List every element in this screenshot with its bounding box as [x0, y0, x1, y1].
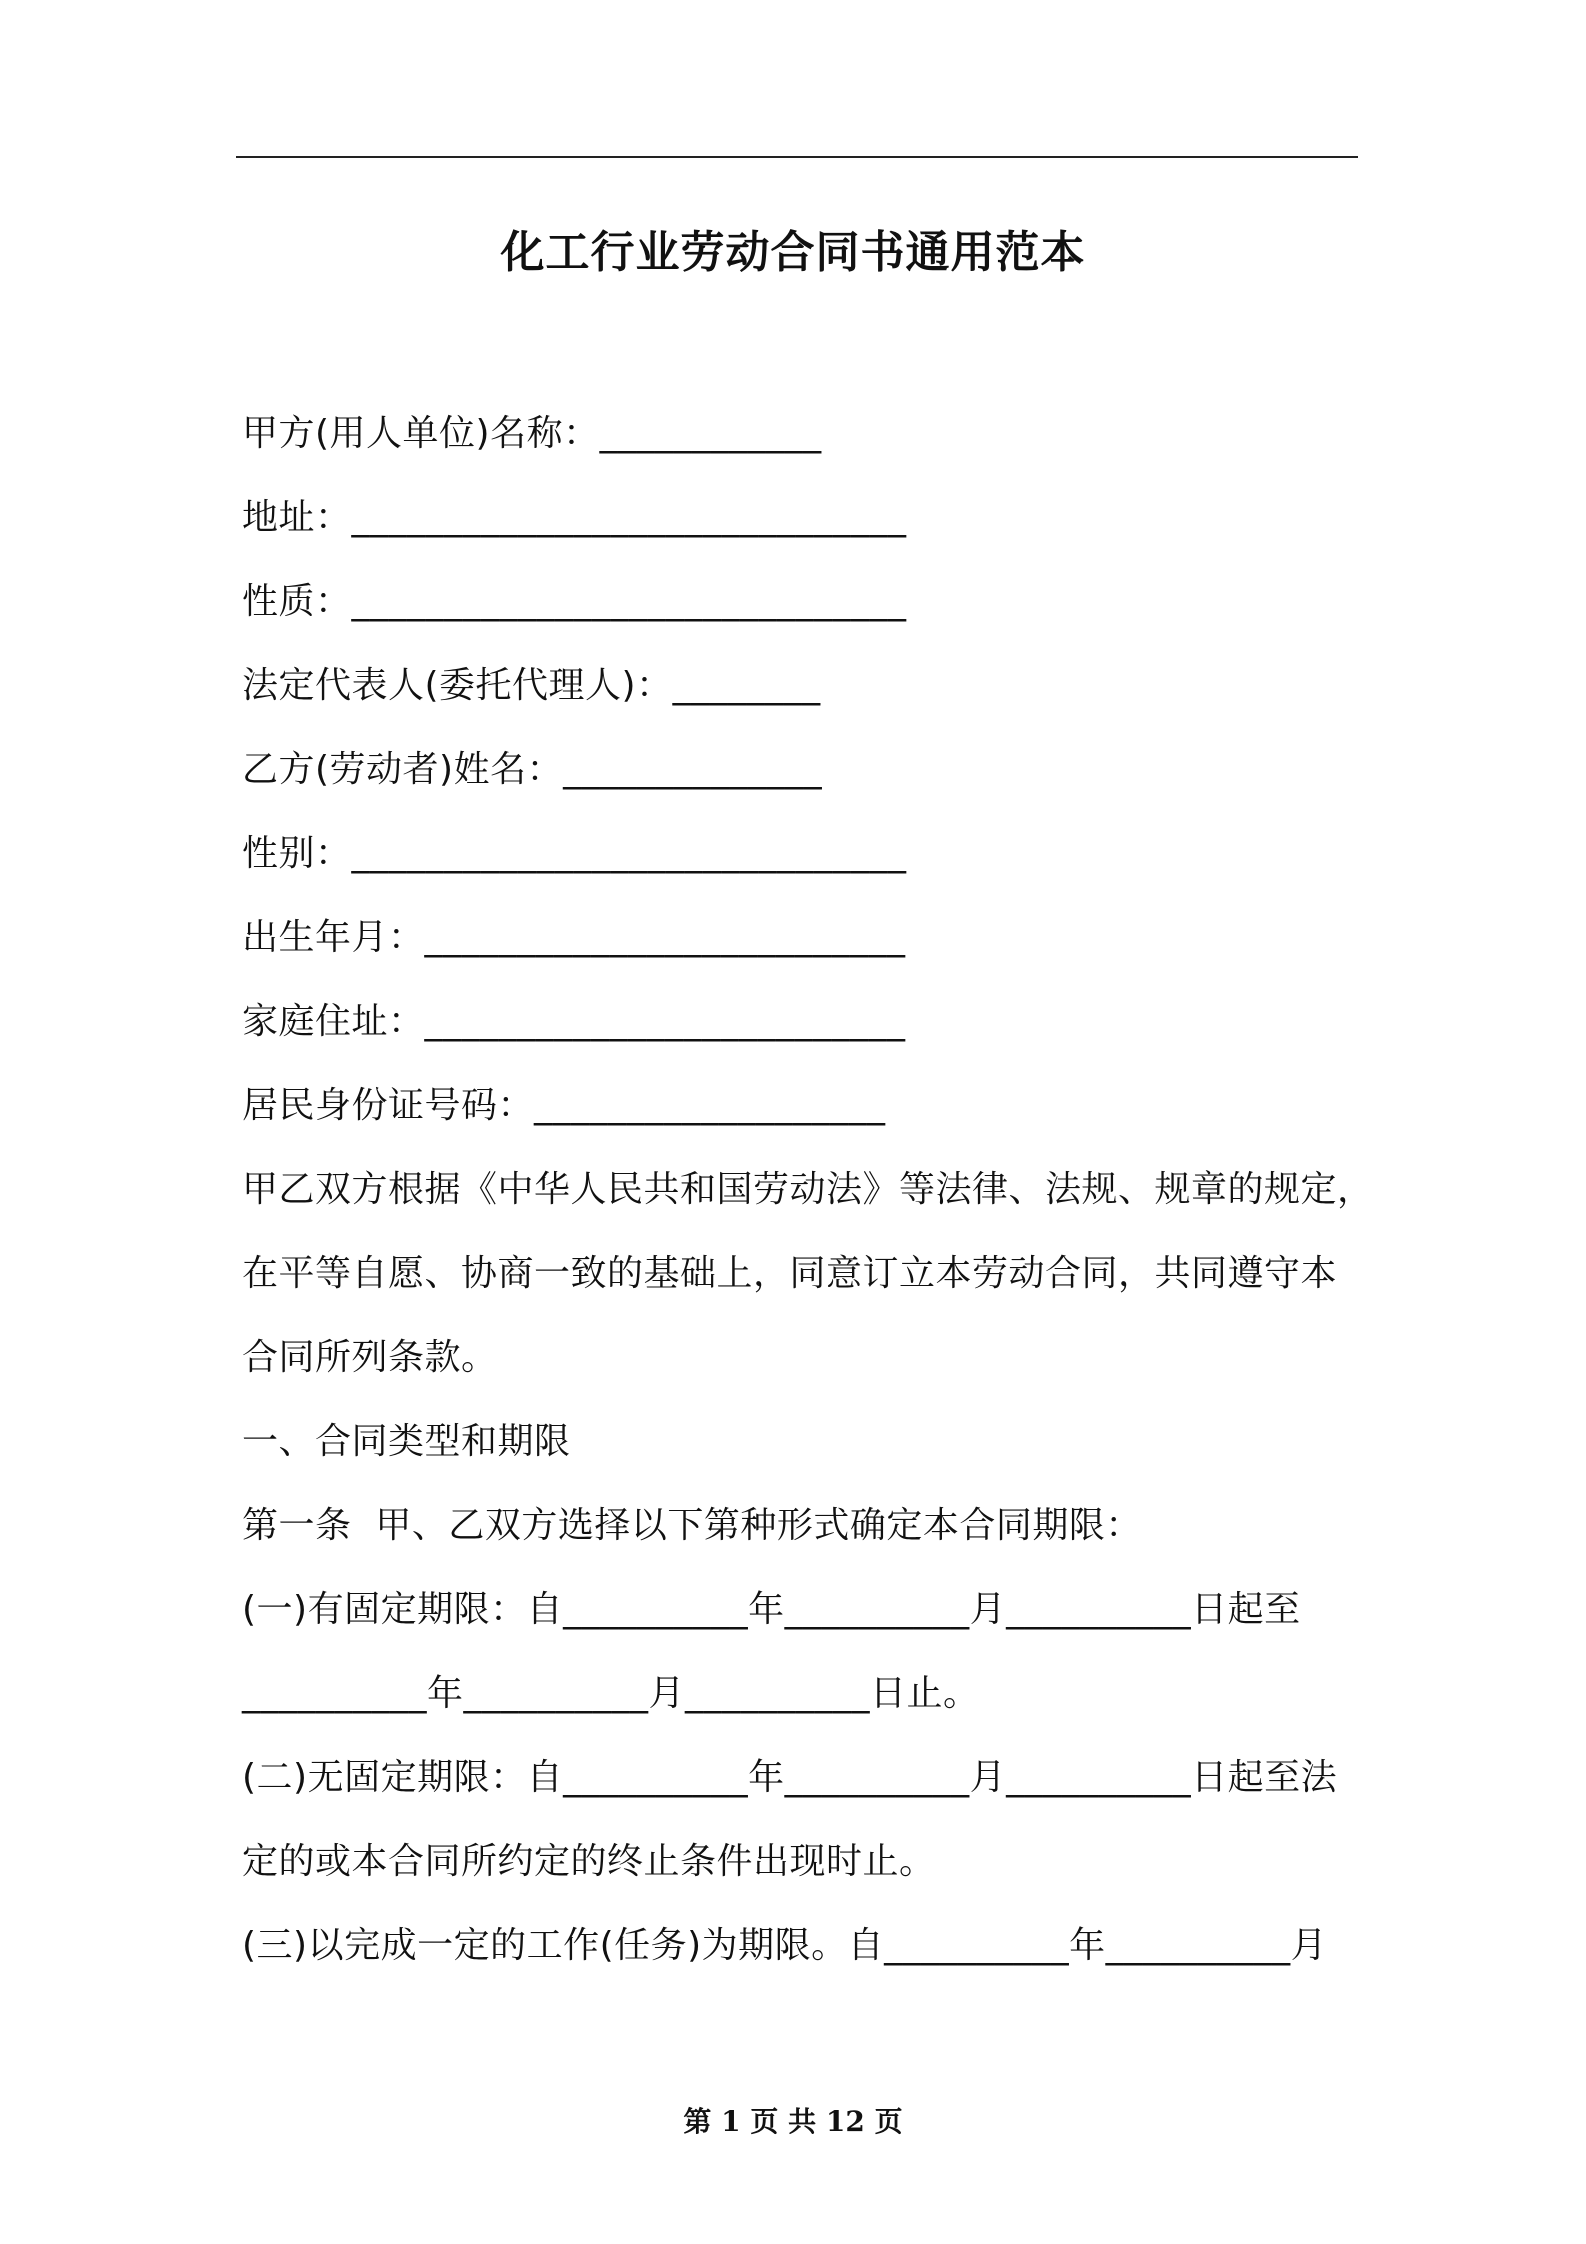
field-home-address: 家庭住址：__________________________	[242, 1001, 906, 1042]
section-heading: 一、合同类型和期限	[242, 1421, 571, 1462]
field-nature: 性质：______________________________	[242, 581, 907, 622]
document-title: 化工行业劳动合同书通用范本	[500, 227, 1086, 278]
clause-line: 定的或本合同所约定的终止条件出现时止。	[242, 1841, 936, 1882]
field-birth-date: 出生年月：__________________________	[242, 917, 906, 958]
article-line: 第一条 甲、乙双方选择以下第种形式确定本合同期限：	[242, 1505, 1142, 1546]
clause-line: (三)以完成一定的工作(任务)为期限。自__________年__________月	[242, 1925, 1328, 1966]
field-employee-name: 乙方(劳动者)姓名：______________	[242, 749, 823, 790]
field-address: 地址：______________________________	[242, 497, 907, 538]
clause-line: __________年__________月__________日止。	[242, 1673, 980, 1714]
paragraph-line: 在平等自愿、协商一致的基础上，同意订立本劳动合同，共同遵守本	[242, 1253, 1338, 1294]
header-rule	[236, 156, 1358, 158]
field-gender: 性别：______________________________	[242, 833, 907, 874]
field-employer-name: 甲方(用人单位)名称：____________	[242, 413, 822, 454]
clause-line: (一)有固定期限：自__________年__________月__________日起至	[242, 1589, 1301, 1630]
paragraph-line: 甲乙双方根据《中华人民共和国劳动法》等法律、法规、规章的规定，	[242, 1169, 1374, 1210]
field-legal-representative: 法定代表人(委托代理人)：________	[242, 665, 821, 706]
paragraph-line: 合同所列条款。	[242, 1337, 498, 1378]
page-footer: 第 1 页 共 12 页	[683, 2105, 903, 2138]
field-id-number: 居民身份证号码：___________________	[242, 1085, 886, 1126]
clause-line: (二)无固定期限：自__________年__________月__________日起至法	[242, 1757, 1338, 1798]
